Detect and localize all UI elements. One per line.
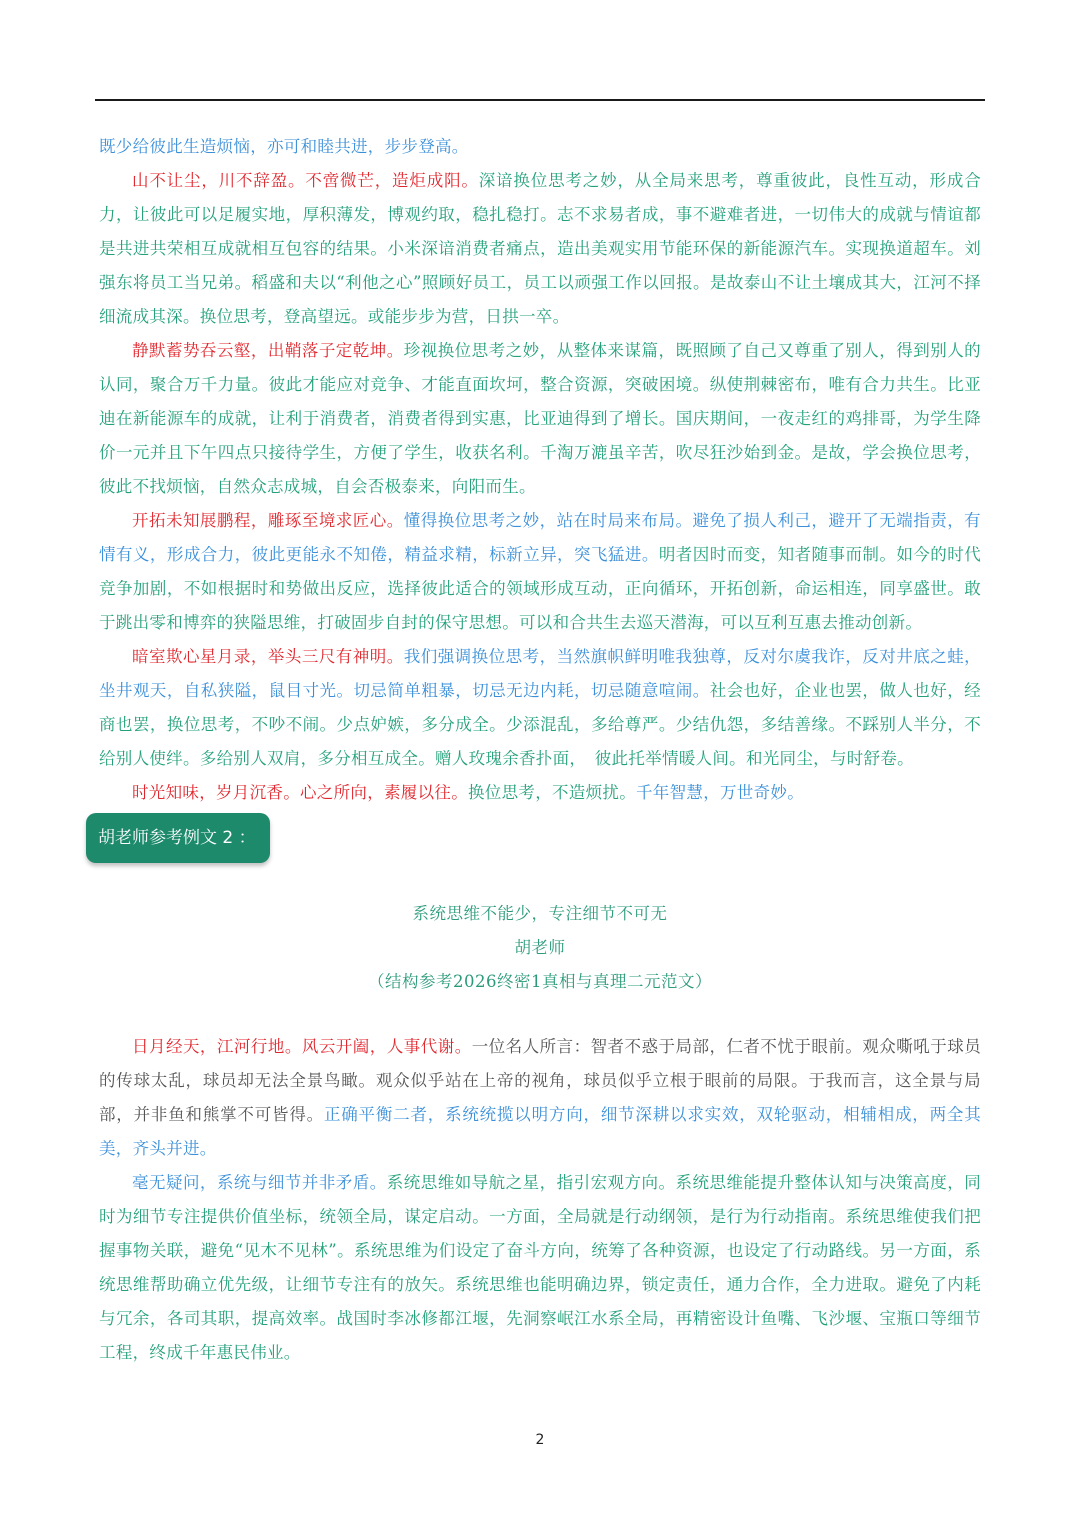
text-segment: 社会也好，企业也罢，做人也好，经商也罢，换位思考，不吵不闹。少点妒嫉，多分成全。少添混乱，多给尊严。少结仇怨，多结善缘。不踩别人半分，不给别人使绊。多给别人双肩，多分相互成全。赠人玫瑰余香扑面， 彼此托举情暖人间。和光同尘，与时舒卷。 — [99, 681, 981, 768]
essay-body — [99, 1030, 981, 1370]
header-rule — [95, 99, 985, 101]
text-segment: 静默蓄势吞云壑，出鞘落子定乾坤。 — [132, 341, 404, 360]
paragraph — [99, 164, 981, 334]
essay-title: 系统思维不能少，专注细节不可无 — [412, 904, 668, 923]
text-segment: 开拓未知展鹏程，雕琢至境求匠心。 — [132, 511, 404, 530]
text-segment: 时光知味，岁月沉香。心之所向，素履以往。 — [132, 783, 468, 802]
paragraph — [99, 334, 981, 504]
text-segment: 换位思考，不造烦扰。 — [468, 783, 636, 802]
text-segment: 明者因时而变，知者随事而制。如今的时代竞争加剧，不如根据时和势做出反应，选择彼此适合的领域形成互动，正向循环，开拓创新，命运相连，同享盛世。敢于跳出零和博弈的狭隘思维，打破固步自封的保守思想。可以和合共生去巡天潜海，可以互利互惠去推动创新。 — [99, 545, 982, 632]
text-segment: 系统思维如导航之星，指引宏观方向。系统思维能提升整体认知与决策高度，同时为细节专注提供价值坐标，统领全局，谋定启动。一方面，全局就是行动纲领，是行为行动指南。系统思维使我们把握事物关联，避免“见木不见林”。系统思维为们设定了奋斗方向，统筹了各种资源，也设定了行动路线。另一方面，系统思维帮助确立优先级，让细节专注有的放矢。系统思维也能明确边界，锁定责任，通力合作，全力进取。避免了内耗与冗余，各司其职，提高效率。战国时李冰修都江堰，先洞察岷江水系全局，再精密设计鱼嘴、飞沙堰、宝瓶口等细节工程，终成千年惠民伟业。 — [99, 1173, 982, 1362]
paragraph — [99, 1030, 981, 1166]
essay-author: 胡老师 — [514, 938, 566, 957]
text-segment: 一位名人所言：智者不惑于局部，仁者不忧于眼前。观众嘶吼于球员的传球太乱，球员却无法全景鸟瞰。观众似乎站在上帝的视角，球员似乎立根于眼前的局限。于我而言，这全景与局部，并非鱼和熊掌不可皆得。 — [99, 1037, 982, 1124]
text-segment: 我们强调换位思考，当然旗帜鲜明唯我独尊，反对尔虞我诈，反对井底之蛙，坐井观天，自私狭隘，鼠目寸光。切忌简单粗暴，切忌无边内耗，切忌随意喧闹。 — [99, 647, 981, 700]
text-segment: 懂得换位思考之妙，站在时局来布局。避免了损人利己，避开了无端指责，有情有义，形成合力，彼此更能永不知倦，精益求精，标新立异，突飞猛进。 — [99, 511, 981, 564]
paragraph — [99, 504, 981, 640]
section1-paragraphs — [99, 164, 981, 810]
text-segment: 暗室欺心星月录，举头三尺有神明。 — [132, 647, 404, 666]
example-badge: 胡老师参考例文 2 ： — [86, 813, 270, 863]
essay-note: （结构参考2026终密1真相与真理二元范文） — [368, 972, 712, 991]
text-segment: 日月经天，江河行地。风云开阖，人事代谢。 — [132, 1037, 472, 1056]
paragraph — [99, 1166, 981, 1370]
essay-paragraphs — [99, 1030, 981, 1370]
text-segment: 毫无疑问，系统与细节并非矛盾。 — [132, 1173, 387, 1192]
intro-line: 既少给彼此生造烦恼，亦可和睦共进，步步登高。 — [99, 137, 469, 156]
text-segment: 深谙换位思考之妙，从全局来思考，尊重彼此，良性互动，形成合力，让彼此可以足履实地，厚积薄发，博观约取，稳扎稳打。志不求易者成，事不避难者进，一切伟大的成就与情谊都是共进共荣相互成就相互包容的结果。小米深谙消费者痛点，造出美观实用节能环保的新能源汽车。实现换道超车。刘强东将员工当兄弟。稻盛和夫以“利他之心”照顾好员工，员工以顽强工作以回报。是故泰山不让土壤成其大，江河不择细流成其深。换位思考，登高望远。或能步步为营，日拱一卒。 — [99, 171, 981, 326]
text-segment: 千年智慧，万世奇妙。 — [636, 783, 804, 802]
paragraph — [99, 776, 981, 810]
text-segment: 珍视换位思考之妙，从整体来谋篇，既照顾了自己又尊重了别人，得到别人的认同，聚合万千力量。彼此才能应对竞争、才能直面坎坷，整合资源，突破困境。纵使荆棘密布，唯有合力共生。比亚迪在新能源车的成就，让利于消费者，消费者得到实惠，比亚迪得到了增长。国庆期间，一夜走红的鸡排哥，为学生降价一元并且下午四点只接待学生，方便了学生，收获名利。千淘万漉虽辛苦，吹尽狂沙始到金。是故，学会换位思考，彼此不找烦恼，自然众志成城，自会否极泰来，向阳而生。 — [99, 341, 981, 496]
paragraph — [99, 640, 981, 776]
text-segment: 正确平衡二者，系统统揽以明方向，细节深耕以求实效，双轮驱动，相辅相成，两全其美，齐头并进。 — [99, 1105, 981, 1158]
text-segment: 山不让尘，川不辞盈。不啻微芒，造炬成阳。 — [132, 171, 479, 190]
section1-text — [99, 130, 981, 810]
page-number: 2 — [535, 1432, 545, 1448]
